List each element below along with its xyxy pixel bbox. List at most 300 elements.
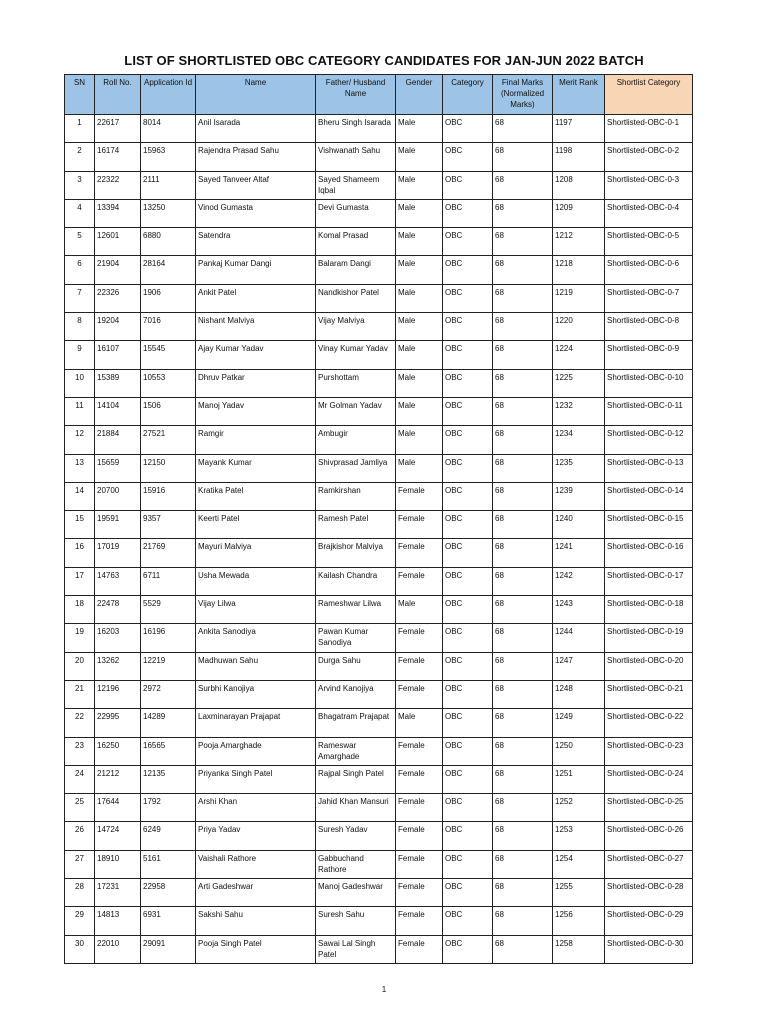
cell-name: Anil Isarada <box>196 115 316 143</box>
cell-application-id: 12150 <box>141 454 196 482</box>
cell-shortlist-category: Shortlisted-OBC-0-8 <box>605 313 693 341</box>
cell-shortlist-category: Shortlisted-OBC-0-22 <box>605 709 693 737</box>
cell-final-marks: 68 <box>493 482 553 510</box>
cell-merit-rank: 1247 <box>553 652 605 680</box>
table-row <box>65 426 693 454</box>
cell-gender: Female <box>396 482 443 510</box>
cell-sn: 11 <box>65 397 95 425</box>
cell-name: Surbhi Kanojiya <box>196 680 316 708</box>
cell-name: Sakshi Sahu <box>196 907 316 935</box>
cell-father-husband-name: Arvind Kanojiya <box>316 680 396 708</box>
cell-category: OBC <box>443 228 493 256</box>
cell-name: Manoj Yadav <box>196 397 316 425</box>
cell-shortlist-category: Shortlisted-OBC-0-1 <box>605 115 693 143</box>
cell-merit-rank: 1254 <box>553 850 605 878</box>
cell-roll-no: 15389 <box>95 369 141 397</box>
cell-application-id: 12219 <box>141 652 196 680</box>
cell-roll-no: 21904 <box>95 256 141 284</box>
cell-final-marks: 68 <box>493 115 553 143</box>
cell-roll-no: 22326 <box>95 284 141 312</box>
header-merit-rank: Merit Rank <box>553 75 605 115</box>
cell-roll-no: 13262 <box>95 652 141 680</box>
cell-final-marks: 68 <box>493 539 553 567</box>
table-row <box>65 794 693 822</box>
cell-application-id: 14289 <box>141 709 196 737</box>
cell-roll-no: 21212 <box>95 765 141 793</box>
cell-roll-no: 12196 <box>95 680 141 708</box>
cell-category: OBC <box>443 737 493 765</box>
cell-application-id: 15916 <box>141 482 196 510</box>
cell-shortlist-category: Shortlisted-OBC-0-20 <box>605 652 693 680</box>
cell-merit-rank: 1197 <box>553 115 605 143</box>
cell-gender: Female <box>396 850 443 878</box>
cell-shortlist-category: Shortlisted-OBC-0-21 <box>605 680 693 708</box>
cell-father-husband-name: Balaram Dangi <box>316 256 396 284</box>
cell-father-husband-name: Ambugir <box>316 426 396 454</box>
cell-father-husband-name: Ramesh Patel <box>316 511 396 539</box>
cell-gender: Male <box>396 284 443 312</box>
cell-shortlist-category: Shortlisted-OBC-0-3 <box>605 171 693 199</box>
header-gender: Gender <box>396 75 443 115</box>
cell-roll-no: 17644 <box>95 794 141 822</box>
cell-roll-no: 15659 <box>95 454 141 482</box>
cell-sn: 13 <box>65 454 95 482</box>
cell-merit-rank: 1242 <box>553 567 605 595</box>
cell-category: OBC <box>443 115 493 143</box>
cell-father-husband-name: Rameshwar Lilwa <box>316 596 396 624</box>
cell-final-marks: 68 <box>493 935 553 963</box>
cell-category: OBC <box>443 454 493 482</box>
cell-shortlist-category: Shortlisted-OBC-0-7 <box>605 284 693 312</box>
cell-merit-rank: 1241 <box>553 539 605 567</box>
cell-category: OBC <box>443 680 493 708</box>
cell-category: OBC <box>443 596 493 624</box>
cell-father-husband-name: Durga Sahu <box>316 652 396 680</box>
cell-merit-rank: 1212 <box>553 228 605 256</box>
header-application-id: Application Id <box>141 75 196 115</box>
cell-final-marks: 68 <box>493 171 553 199</box>
cell-sn: 9 <box>65 341 95 369</box>
cell-gender: Male <box>396 341 443 369</box>
cell-application-id: 13250 <box>141 199 196 227</box>
cell-final-marks: 68 <box>493 822 553 850</box>
cell-category: OBC <box>443 539 493 567</box>
cell-roll-no: 12601 <box>95 228 141 256</box>
cell-father-husband-name: Komal Prasad <box>316 228 396 256</box>
cell-gender: Male <box>396 369 443 397</box>
cell-gender: Male <box>396 709 443 737</box>
cell-category: OBC <box>443 822 493 850</box>
cell-sn: 22 <box>65 709 95 737</box>
cell-roll-no: 19591 <box>95 511 141 539</box>
cell-final-marks: 68 <box>493 765 553 793</box>
cell-roll-no: 22010 <box>95 935 141 963</box>
header-name: Name <box>196 75 316 115</box>
cell-application-id: 28164 <box>141 256 196 284</box>
cell-shortlist-category: Shortlisted-OBC-0-5 <box>605 228 693 256</box>
cell-roll-no: 16250 <box>95 737 141 765</box>
cell-father-husband-name: Nandkishor Patel <box>316 284 396 312</box>
table-row <box>65 596 693 624</box>
cell-sn: 10 <box>65 369 95 397</box>
cell-category: OBC <box>443 794 493 822</box>
cell-category: OBC <box>443 313 493 341</box>
cell-name: Mayuri Malviya <box>196 539 316 567</box>
cell-merit-rank: 1256 <box>553 907 605 935</box>
cell-merit-rank: 1249 <box>553 709 605 737</box>
table-row <box>65 652 693 680</box>
cell-merit-rank: 1235 <box>553 454 605 482</box>
cell-application-id: 8014 <box>141 115 196 143</box>
cell-shortlist-category: Shortlisted-OBC-0-15 <box>605 511 693 539</box>
table-row <box>65 567 693 595</box>
cell-final-marks: 68 <box>493 313 553 341</box>
cell-final-marks: 68 <box>493 143 553 171</box>
cell-sn: 30 <box>65 935 95 963</box>
table-row <box>65 313 693 341</box>
cell-merit-rank: 1240 <box>553 511 605 539</box>
cell-merit-rank: 1208 <box>553 171 605 199</box>
cell-application-id: 15545 <box>141 341 196 369</box>
cell-father-husband-name: Brajkishor Malviya <box>316 539 396 567</box>
cell-sn: 25 <box>65 794 95 822</box>
cell-name: Sayed Tanveer Altaf <box>196 171 316 199</box>
cell-category: OBC <box>443 171 493 199</box>
cell-sn: 3 <box>65 171 95 199</box>
cell-final-marks: 68 <box>493 794 553 822</box>
cell-father-husband-name: Shivprasad Jamliya <box>316 454 396 482</box>
cell-name: Nishant Malviya <box>196 313 316 341</box>
cell-roll-no: 18910 <box>95 850 141 878</box>
cell-name: Keerti Patel <box>196 511 316 539</box>
cell-sn: 8 <box>65 313 95 341</box>
cell-gender: Female <box>396 935 443 963</box>
cell-merit-rank: 1243 <box>553 596 605 624</box>
cell-application-id: 5161 <box>141 850 196 878</box>
cell-final-marks: 68 <box>493 228 553 256</box>
cell-roll-no: 14104 <box>95 397 141 425</box>
cell-category: OBC <box>443 284 493 312</box>
cell-final-marks: 68 <box>493 567 553 595</box>
cell-roll-no: 16174 <box>95 143 141 171</box>
cell-sn: 7 <box>65 284 95 312</box>
cell-application-id: 12135 <box>141 765 196 793</box>
candidates-table <box>64 74 693 964</box>
cell-father-husband-name: Manoj Gadeshwar <box>316 879 396 907</box>
cell-merit-rank: 1255 <box>553 879 605 907</box>
header-shortlist-category: Shortlist Category <box>605 75 693 115</box>
cell-roll-no: 17019 <box>95 539 141 567</box>
cell-merit-rank: 1252 <box>553 794 605 822</box>
cell-name: Pankaj Kumar Dangi <box>196 256 316 284</box>
cell-final-marks: 68 <box>493 737 553 765</box>
cell-father-husband-name: Sayed Shameem Iqbal <box>316 171 396 199</box>
cell-gender: Male <box>396 313 443 341</box>
cell-roll-no: 22617 <box>95 115 141 143</box>
cell-merit-rank: 1250 <box>553 737 605 765</box>
cell-application-id: 22958 <box>141 879 196 907</box>
cell-category: OBC <box>443 482 493 510</box>
cell-sn: 21 <box>65 680 95 708</box>
table-row <box>65 369 693 397</box>
cell-sn: 20 <box>65 652 95 680</box>
table-row <box>65 341 693 369</box>
cell-shortlist-category: Shortlisted-OBC-0-14 <box>605 482 693 510</box>
cell-category: OBC <box>443 907 493 935</box>
table-row <box>65 199 693 227</box>
table-row <box>65 284 693 312</box>
cell-application-id: 1906 <box>141 284 196 312</box>
table-row <box>65 709 693 737</box>
cell-merit-rank: 1209 <box>553 199 605 227</box>
cell-merit-rank: 1258 <box>553 935 605 963</box>
cell-sn: 6 <box>65 256 95 284</box>
cell-roll-no: 22995 <box>95 709 141 737</box>
cell-father-husband-name: Rameswar Amarghade <box>316 737 396 765</box>
cell-shortlist-category: Shortlisted-OBC-0-10 <box>605 369 693 397</box>
cell-merit-rank: 1251 <box>553 765 605 793</box>
cell-category: OBC <box>443 567 493 595</box>
cell-final-marks: 68 <box>493 850 553 878</box>
cell-merit-rank: 1232 <box>553 397 605 425</box>
table-row <box>65 397 693 425</box>
cell-name: Madhuwan Sahu <box>196 652 316 680</box>
cell-application-id: 27521 <box>141 426 196 454</box>
cell-sn: 5 <box>65 228 95 256</box>
cell-shortlist-category: Shortlisted-OBC-0-19 <box>605 624 693 652</box>
cell-father-husband-name: Sawai Lal Singh Patel <box>316 935 396 963</box>
cell-roll-no: 19204 <box>95 313 141 341</box>
table-row <box>65 879 693 907</box>
table-row <box>65 171 693 199</box>
cell-roll-no: 21884 <box>95 426 141 454</box>
cell-shortlist-category: Shortlisted-OBC-0-28 <box>605 879 693 907</box>
cell-final-marks: 68 <box>493 680 553 708</box>
cell-shortlist-category: Shortlisted-OBC-0-23 <box>605 737 693 765</box>
cell-sn: 27 <box>65 850 95 878</box>
cell-shortlist-category: Shortlisted-OBC-0-13 <box>605 454 693 482</box>
cell-roll-no: 14763 <box>95 567 141 595</box>
cell-category: OBC <box>443 511 493 539</box>
cell-gender: Female <box>396 822 443 850</box>
cell-application-id: 1792 <box>141 794 196 822</box>
cell-shortlist-category: Shortlisted-OBC-0-6 <box>605 256 693 284</box>
cell-final-marks: 68 <box>493 709 553 737</box>
cell-application-id: 5529 <box>141 596 196 624</box>
cell-category: OBC <box>443 935 493 963</box>
cell-name: Priya Yadav <box>196 822 316 850</box>
cell-sn: 2 <box>65 143 95 171</box>
table-row <box>65 256 693 284</box>
cell-gender: Female <box>396 907 443 935</box>
table-row <box>65 115 693 143</box>
cell-roll-no: 16107 <box>95 341 141 369</box>
cell-application-id: 16196 <box>141 624 196 652</box>
cell-category: OBC <box>443 850 493 878</box>
cell-shortlist-category: Shortlisted-OBC-0-25 <box>605 794 693 822</box>
cell-category: OBC <box>443 143 493 171</box>
cell-final-marks: 68 <box>493 879 553 907</box>
table-row <box>65 737 693 765</box>
cell-shortlist-category: Shortlisted-OBC-0-11 <box>605 397 693 425</box>
cell-shortlist-category: Shortlisted-OBC-0-4 <box>605 199 693 227</box>
cell-application-id: 9357 <box>141 511 196 539</box>
cell-shortlist-category: Shortlisted-OBC-0-18 <box>605 596 693 624</box>
cell-gender: Female <box>396 511 443 539</box>
cell-category: OBC <box>443 341 493 369</box>
cell-final-marks: 68 <box>493 511 553 539</box>
cell-gender: Male <box>396 115 443 143</box>
header-final-marks: Final Marks (Normalized Marks) <box>493 75 553 115</box>
cell-merit-rank: 1225 <box>553 369 605 397</box>
cell-category: OBC <box>443 369 493 397</box>
cell-shortlist-category: Shortlisted-OBC-0-16 <box>605 539 693 567</box>
cell-roll-no: 17231 <box>95 879 141 907</box>
cell-name: Ajay Kumar Yadav <box>196 341 316 369</box>
cell-shortlist-category: Shortlisted-OBC-0-26 <box>605 822 693 850</box>
cell-sn: 28 <box>65 879 95 907</box>
cell-father-husband-name: Vishwanath Sahu <box>316 143 396 171</box>
cell-roll-no: 22478 <box>95 596 141 624</box>
table-row <box>65 935 693 963</box>
cell-gender: Male <box>396 199 443 227</box>
cell-name: Ramgir <box>196 426 316 454</box>
cell-sn: 17 <box>65 567 95 595</box>
cell-application-id: 7016 <box>141 313 196 341</box>
cell-gender: Male <box>396 228 443 256</box>
cell-sn: 23 <box>65 737 95 765</box>
table-row <box>65 539 693 567</box>
cell-father-husband-name: Vijay Malviya <box>316 313 396 341</box>
cell-gender: Female <box>396 765 443 793</box>
cell-final-marks: 68 <box>493 624 553 652</box>
cell-gender: Male <box>396 171 443 199</box>
cell-name: Priyanka Singh Patel <box>196 765 316 793</box>
header-roll-no: Roll No. <box>95 75 141 115</box>
cell-sn: 14 <box>65 482 95 510</box>
table-row <box>65 680 693 708</box>
cell-application-id: 6931 <box>141 907 196 935</box>
cell-gender: Female <box>396 680 443 708</box>
cell-name: Arti Gadeshwar <box>196 879 316 907</box>
table-row <box>65 765 693 793</box>
cell-category: OBC <box>443 879 493 907</box>
cell-merit-rank: 1234 <box>553 426 605 454</box>
cell-category: OBC <box>443 256 493 284</box>
cell-name: Pooja Amarghade <box>196 737 316 765</box>
cell-final-marks: 68 <box>493 256 553 284</box>
cell-sn: 1 <box>65 115 95 143</box>
cell-name: Laxminarayan Prajapat <box>196 709 316 737</box>
cell-application-id: 6711 <box>141 567 196 595</box>
cell-sn: 16 <box>65 539 95 567</box>
cell-father-husband-name: Purshottam <box>316 369 396 397</box>
cell-roll-no: 13394 <box>95 199 141 227</box>
cell-final-marks: 68 <box>493 284 553 312</box>
cell-shortlist-category: Shortlisted-OBC-0-27 <box>605 850 693 878</box>
cell-father-husband-name: Suresh Sahu <box>316 907 396 935</box>
table-row <box>65 143 693 171</box>
cell-final-marks: 68 <box>493 454 553 482</box>
cell-application-id: 21769 <box>141 539 196 567</box>
cell-father-husband-name: Gabbuchand Rathore <box>316 850 396 878</box>
cell-final-marks: 68 <box>493 426 553 454</box>
header-father-husband-name: Father/ Husband Name <box>316 75 396 115</box>
cell-gender: Male <box>396 454 443 482</box>
cell-roll-no: 14724 <box>95 822 141 850</box>
cell-sn: 26 <box>65 822 95 850</box>
header-sn: SN <box>65 75 95 115</box>
cell-category: OBC <box>443 652 493 680</box>
cell-merit-rank: 1248 <box>553 680 605 708</box>
cell-gender: Female <box>396 652 443 680</box>
cell-name: Kratika Patel <box>196 482 316 510</box>
cell-gender: Female <box>396 539 443 567</box>
cell-roll-no: 16203 <box>95 624 141 652</box>
cell-shortlist-category: Shortlisted-OBC-0-9 <box>605 341 693 369</box>
cell-name: Dhruv Patkar <box>196 369 316 397</box>
cell-shortlist-category: Shortlisted-OBC-0-30 <box>605 935 693 963</box>
cell-father-husband-name: Pawan Kumar Sanodiya <box>316 624 396 652</box>
cell-application-id: 6249 <box>141 822 196 850</box>
cell-sn: 19 <box>65 624 95 652</box>
cell-category: OBC <box>443 199 493 227</box>
cell-shortlist-category: Shortlisted-OBC-0-29 <box>605 907 693 935</box>
cell-shortlist-category: Shortlisted-OBC-0-2 <box>605 143 693 171</box>
cell-gender: Female <box>396 567 443 595</box>
cell-gender: Female <box>396 624 443 652</box>
cell-final-marks: 68 <box>493 341 553 369</box>
header-category: Category <box>443 75 493 115</box>
cell-sn: 29 <box>65 907 95 935</box>
cell-name: Ankita Sanodiya <box>196 624 316 652</box>
cell-application-id: 10553 <box>141 369 196 397</box>
cell-category: OBC <box>443 709 493 737</box>
cell-roll-no: 20700 <box>95 482 141 510</box>
cell-final-marks: 68 <box>493 907 553 935</box>
cell-sn: 15 <box>65 511 95 539</box>
cell-name: Pooja Singh Patel <box>196 935 316 963</box>
table-row <box>65 850 693 878</box>
cell-application-id: 6880 <box>141 228 196 256</box>
cell-gender: Male <box>396 596 443 624</box>
cell-name: Vaishali Rathore <box>196 850 316 878</box>
cell-father-husband-name: Vinay Kumar Yadav <box>316 341 396 369</box>
table-row <box>65 511 693 539</box>
cell-merit-rank: 1220 <box>553 313 605 341</box>
cell-final-marks: 68 <box>493 199 553 227</box>
table-row <box>65 624 693 652</box>
cell-merit-rank: 1198 <box>553 143 605 171</box>
cell-shortlist-category: Shortlisted-OBC-0-24 <box>605 765 693 793</box>
cell-merit-rank: 1224 <box>553 341 605 369</box>
cell-gender: Male <box>396 143 443 171</box>
cell-roll-no: 14813 <box>95 907 141 935</box>
table-row <box>65 822 693 850</box>
table-row <box>65 228 693 256</box>
cell-application-id: 15963 <box>141 143 196 171</box>
cell-application-id: 2972 <box>141 680 196 708</box>
table-header-row <box>65 75 693 115</box>
cell-application-id: 16565 <box>141 737 196 765</box>
cell-merit-rank: 1219 <box>553 284 605 312</box>
cell-category: OBC <box>443 765 493 793</box>
cell-gender: Male <box>396 426 443 454</box>
cell-category: OBC <box>443 624 493 652</box>
cell-application-id: 2111 <box>141 171 196 199</box>
cell-merit-rank: 1239 <box>553 482 605 510</box>
cell-gender: Male <box>396 256 443 284</box>
